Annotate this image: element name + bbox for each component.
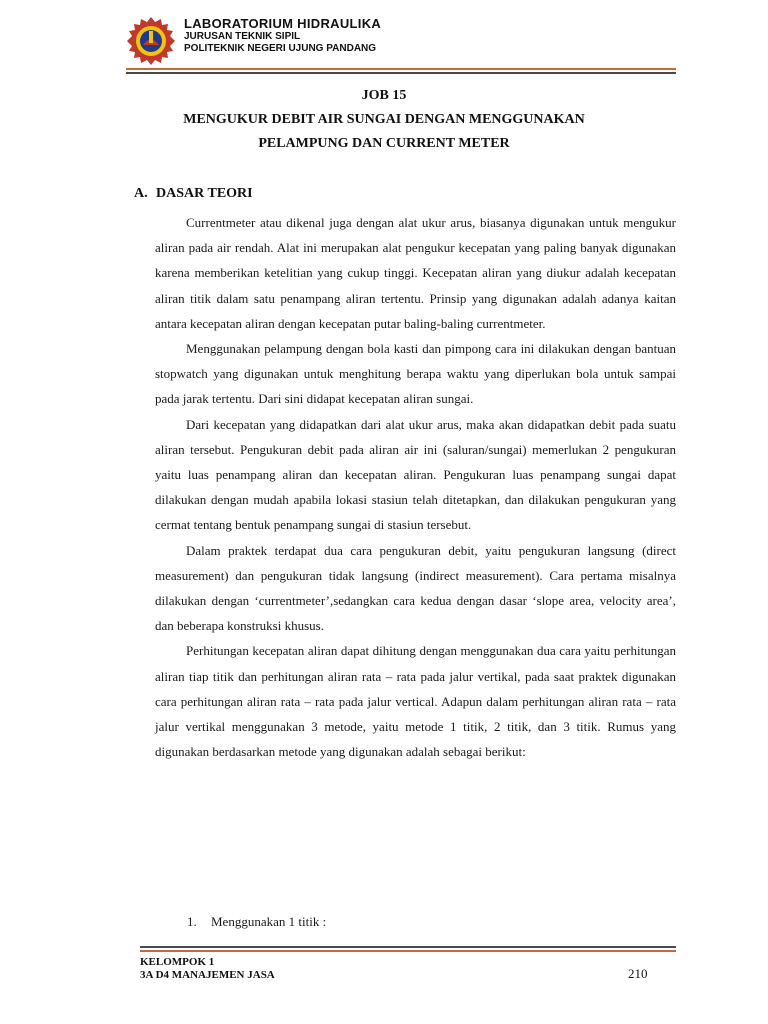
job-title-line2: PELAMPUNG DAN CURRENT METER	[258, 136, 510, 151]
page-header	[126, 12, 676, 74]
footer-rule-top	[140, 946, 676, 948]
section-number: A.	[134, 186, 148, 201]
paragraph: Menggunakan pelampung dengan bola kasti dan pimpong cara ini dilakukan dengan bantuan stopwatch yang digunakan untuk menghitung berapa waktu yang diperlukan bola untuk sampai pada jarak tertentu. Dari sini didapat kecepatan aliran sungai.	[155, 341, 676, 407]
footer-rule-bottom	[140, 950, 676, 952]
footer-group	[140, 956, 275, 982]
header-rule-bottom	[126, 72, 676, 74]
institution-name: POLITEKNIK NEGERI UJUNG PANDANG	[184, 43, 377, 54]
section-title: DASAR TEORI	[156, 186, 253, 201]
list-item	[187, 914, 326, 930]
footer-class-name: 3A D4 MANAJEMEN JASA	[140, 969, 275, 981]
list-text: Menggunakan 1 titik :	[211, 914, 327, 929]
department-name: JURUSAN TEKNIK SIPIL	[184, 31, 301, 42]
paragraph: Dalam praktek terdapat dua cara pengukuran debit, yaitu pengukuran langsung (direct measurement) dan pengukuran tidak langsung (indirect measurement). Cara pertama misalnya dilakukan dengan ‘currentmeter’,sedangkan cara kedua dengan dasar ‘slope area, velocity area’, dan beberapa konstruksi khusus.	[155, 542, 676, 634]
header-rule-top	[126, 68, 676, 70]
paragraph: Dari kecepatan yang didapatkan dari alat ukur arus, maka akan didapatkan debit pada suatu aliran tersebut. Pengukuran debit pada aliran air ini (saluran/sungai) memerlukan 2 pengukuran yaitu luas penampang aliran dan kecepatan aliran. Pengukuran luas penampang sungai dapat dilakukan dengan mudah apabila lokasi stasiun telah ditetapkan, dan dilakukan pengukuran yang cermat tentang bentuk penampang sungai di stasiun tersebut.	[155, 416, 676, 533]
list-number: 1.	[187, 914, 197, 929]
polytechnic-logo	[126, 16, 176, 66]
header-text	[184, 16, 381, 55]
lab-title: LABORATORIUM HIDRAULIKA	[184, 16, 382, 31]
paragraph: Currentmeter atau dikenal juga dengan alat ukur arus, biasanya digunakan untuk mengukur aliran pada air rendah. Alat ini merupakan alat pengukur kecepatan yang paling banyak digunakan karena memberikan ketelitian yang cukup tinggi. Kecepatan aliran yang diukur adalah kecepatan aliran titik dalam satu penampang aliran tertentu. Prinsip yang digunakan adalah adanya kaitan antara kecepatan aliran dengan kecepatan putar baling-baling currentmeter.	[155, 215, 676, 331]
footer-group-name: KELOMPOK 1	[140, 956, 215, 968]
job-number: JOB 15	[361, 88, 407, 103]
body-text	[155, 210, 676, 764]
page-number: 210	[628, 966, 648, 981]
job-title-line1: MENGUKUR DEBIT AIR SUNGAI DENGAN MENGGUNAKAN	[183, 112, 585, 127]
section-heading	[134, 186, 253, 202]
paragraph: Perhitungan kecepatan aliran dapat dihitung dengan menggunakan dua cara yaitu perhitungan aliran tiap titik dan perhitungan aliran rata – rata pada jalur vertikal, pada saat praktek digunakan cara perhitungan aliran rata – rata pada jalur vertical. Adapun dalam perhitungan aliran rata – rata jalur vertikal menggunakan 3 metode, yaitu metode 1 titik, 2 titik, dan 3 titik. Rumus yang digunakan berdasarkan metode yang digunakan adalah sebagai berikut:	[155, 643, 676, 760]
